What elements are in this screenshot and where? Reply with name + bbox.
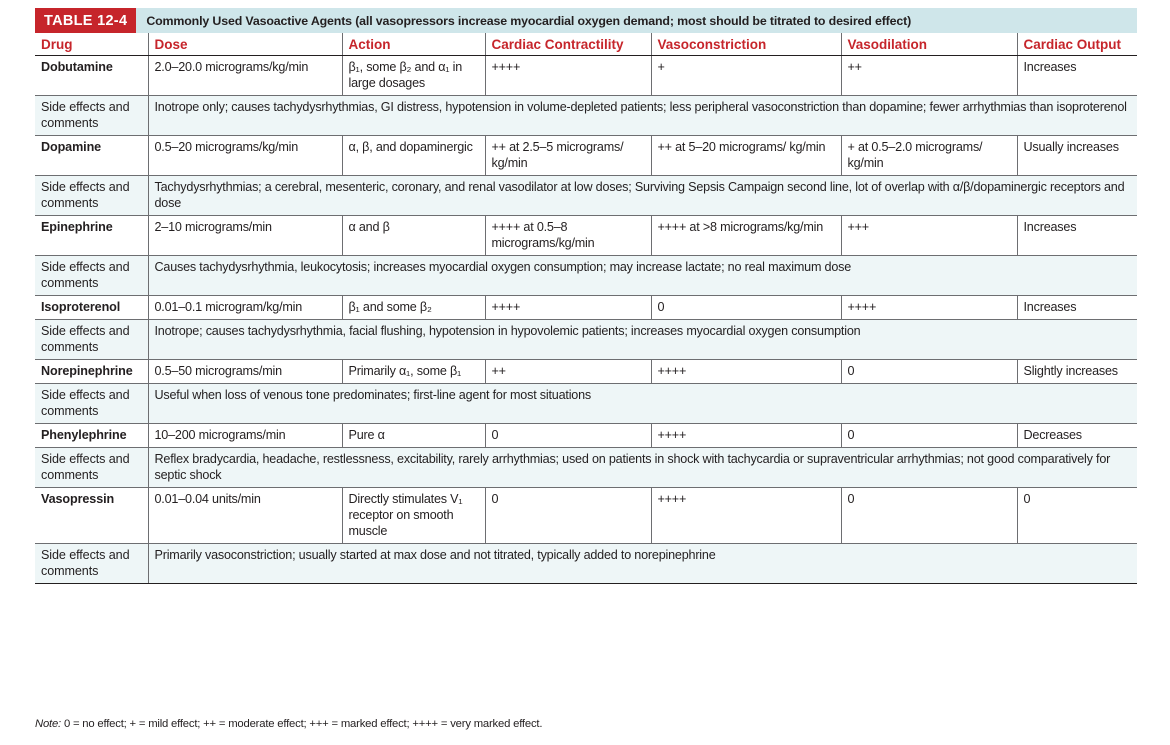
drug-row — [35, 424, 1137, 448]
column-header-dose: Dose — [148, 33, 342, 56]
cardiac-contractility-cell: ++++ at 0.5–8 micrograms/kg/min — [485, 216, 651, 256]
column-header-action: Action — [342, 33, 485, 56]
drug-row — [35, 56, 1137, 96]
side-effects-label: Side effects and comments — [35, 256, 148, 296]
side-effects-text: Inotrope only; causes tachydysrhythmias, GI distress, hypotension in volume-depleted patients; less peripheral vasoconstriction than dopamine; fewer arrhythmias than isoproterenol — [148, 96, 1137, 136]
cardiac-output-cell: 0 — [1017, 488, 1137, 544]
cardiac-contractility-cell: ++++ — [485, 56, 651, 96]
drug-row — [35, 360, 1137, 384]
table-header-row — [35, 33, 1137, 56]
drug-name-cell: Epinephrine — [35, 216, 148, 256]
cardiac-contractility-cell: 0 — [485, 488, 651, 544]
side-effects-row — [35, 544, 1137, 584]
table-title-bar — [35, 8, 1137, 33]
side-effects-row — [35, 320, 1137, 360]
side-effects-row — [35, 384, 1137, 424]
column-header-cardiac-output: Cardiac Output — [1017, 33, 1137, 56]
drug-row — [35, 136, 1137, 176]
side-effects-text: Tachydysrhythmias; a cerebral, mesenteric, coronary, and renal vasodilator at low doses; Surviving Sepsis Campaign second line, lot of overlap with α/β/dopaminergic receptors and dose — [148, 176, 1137, 216]
column-header-vasoconstriction: Vasoconstriction — [651, 33, 841, 56]
dose-cell: 10–200 micrograms/min — [148, 424, 342, 448]
table-number-tag: TABLE 12-4 — [35, 8, 136, 33]
side-effects-label: Side effects and comments — [35, 176, 148, 216]
cardiac-output-cell: Increases — [1017, 216, 1137, 256]
footnote-label: Note: — [35, 718, 62, 730]
cardiac-output-cell: Usually increases — [1017, 136, 1137, 176]
action-cell: α and β — [342, 216, 485, 256]
dose-cell: 0.5–50 micrograms/min — [148, 360, 342, 384]
drug-row — [35, 296, 1137, 320]
side-effects-text: Useful when loss of venous tone predominates; first-line agent for most situations — [148, 384, 1137, 424]
cardiac-output-cell: Increases — [1017, 296, 1137, 320]
column-header-drug: Drug — [35, 33, 148, 56]
drug-name-cell: Dopamine — [35, 136, 148, 176]
dose-cell: 0.5–20 micrograms/kg/min — [148, 136, 342, 176]
side-effects-text: Reflex bradycardia, headache, restlessness, excitability, rarely arrhythmias; used on patients in shock with tachycardia or supraventricular arrhythmias; not good comparatively for septic shock — [148, 448, 1137, 488]
action-cell: β₁, some β₂ and α₁ in large dosages — [342, 56, 485, 96]
drug-name-cell: Norepinephrine — [35, 360, 148, 384]
vasodilation-cell: ++++ — [841, 296, 1017, 320]
vasodilation-cell: + at 0.5–2.0 micrograms/ kg/min — [841, 136, 1017, 176]
side-effects-label: Side effects and comments — [35, 320, 148, 360]
vasodilation-cell: 0 — [841, 360, 1017, 384]
vasoconstriction-cell: ++++ — [651, 424, 841, 448]
cardiac-contractility-cell: ++ at 2.5–5 micrograms/ kg/min — [485, 136, 651, 176]
side-effects-text: Inotrope; causes tachydysrhythmia, facial flushing, hypotension in hypovolemic patients; increases myocardial oxygen consumption — [148, 320, 1137, 360]
side-effects-row — [35, 448, 1137, 488]
side-effects-row — [35, 96, 1137, 136]
dose-cell: 2.0–20.0 micrograms/kg/min — [148, 56, 342, 96]
table-footnote — [35, 718, 542, 730]
table-body — [35, 56, 1137, 584]
drug-row — [35, 216, 1137, 256]
cardiac-contractility-cell: ++++ — [485, 296, 651, 320]
action-cell: β₁ and some β₂ — [342, 296, 485, 320]
cardiac-output-cell: Decreases — [1017, 424, 1137, 448]
cardiac-contractility-cell: 0 — [485, 424, 651, 448]
vasoconstriction-cell: ++ at 5–20 micrograms/ kg/min — [651, 136, 841, 176]
table-title: Commonly Used Vasoactive Agents (all vasopressors increase myocardial oxygen demand; most should be titrated to desired effect) — [146, 13, 912, 28]
cardiac-output-cell: Slightly increases — [1017, 360, 1137, 384]
dose-cell: 2–10 micrograms/min — [148, 216, 342, 256]
side-effects-label: Side effects and comments — [35, 384, 148, 424]
column-header-cardiac-contractility: Cardiac Contractility — [485, 33, 651, 56]
vasodilation-cell: +++ — [841, 216, 1017, 256]
side-effects-label: Side effects and comments — [35, 544, 148, 584]
drug-row — [35, 488, 1137, 544]
dose-cell: 0.01–0.04 units/min — [148, 488, 342, 544]
action-cell: Primarily α₁, some β₁ — [342, 360, 485, 384]
side-effects-row — [35, 176, 1137, 216]
vasodilation-cell: ++ — [841, 56, 1017, 96]
side-effects-label: Side effects and comments — [35, 96, 148, 136]
vasoconstriction-cell: + — [651, 56, 841, 96]
vasodilation-cell: 0 — [841, 488, 1017, 544]
vasodilation-cell: 0 — [841, 424, 1017, 448]
cardiac-output-cell: Increases — [1017, 56, 1137, 96]
footnote-text: 0 = no effect; + = mild effect; ++ = moderate effect; +++ = marked effect; ++++ = very marked effect. — [61, 718, 543, 730]
vasoconstriction-cell: 0 — [651, 296, 841, 320]
side-effects-label: Side effects and comments — [35, 448, 148, 488]
cardiac-contractility-cell: ++ — [485, 360, 651, 384]
vasoconstriction-cell: ++++ — [651, 488, 841, 544]
action-cell: Directly stimulates V₁ receptor on smooth muscle — [342, 488, 485, 544]
action-cell: Pure α — [342, 424, 485, 448]
action-cell: α, β, and dopaminergic — [342, 136, 485, 176]
drug-name-cell: Dobutamine — [35, 56, 148, 96]
side-effects-row — [35, 256, 1137, 296]
dose-cell: 0.01–0.1 microgram/kg/min — [148, 296, 342, 320]
drug-name-cell: Phenylephrine — [35, 424, 148, 448]
vasoconstriction-cell: ++++ at >8 micrograms/kg/min — [651, 216, 841, 256]
drug-name-cell: Isoproterenol — [35, 296, 148, 320]
vasoactive-agents-table — [35, 33, 1137, 584]
vasoconstriction-cell: ++++ — [651, 360, 841, 384]
vasoactive-agents-table-block — [35, 8, 1137, 584]
drug-name-cell: Vasopressin — [35, 488, 148, 544]
column-header-vasodilation: Vasodilation — [841, 33, 1017, 56]
side-effects-text: Primarily vasoconstriction; usually started at max dose and not titrated, typically added to norepinephrine — [148, 544, 1137, 584]
side-effects-text: Causes tachydysrhythmia, leukocytosis; increases myocardial oxygen consumption; may increase lactate; no real maximum dose — [148, 256, 1137, 296]
